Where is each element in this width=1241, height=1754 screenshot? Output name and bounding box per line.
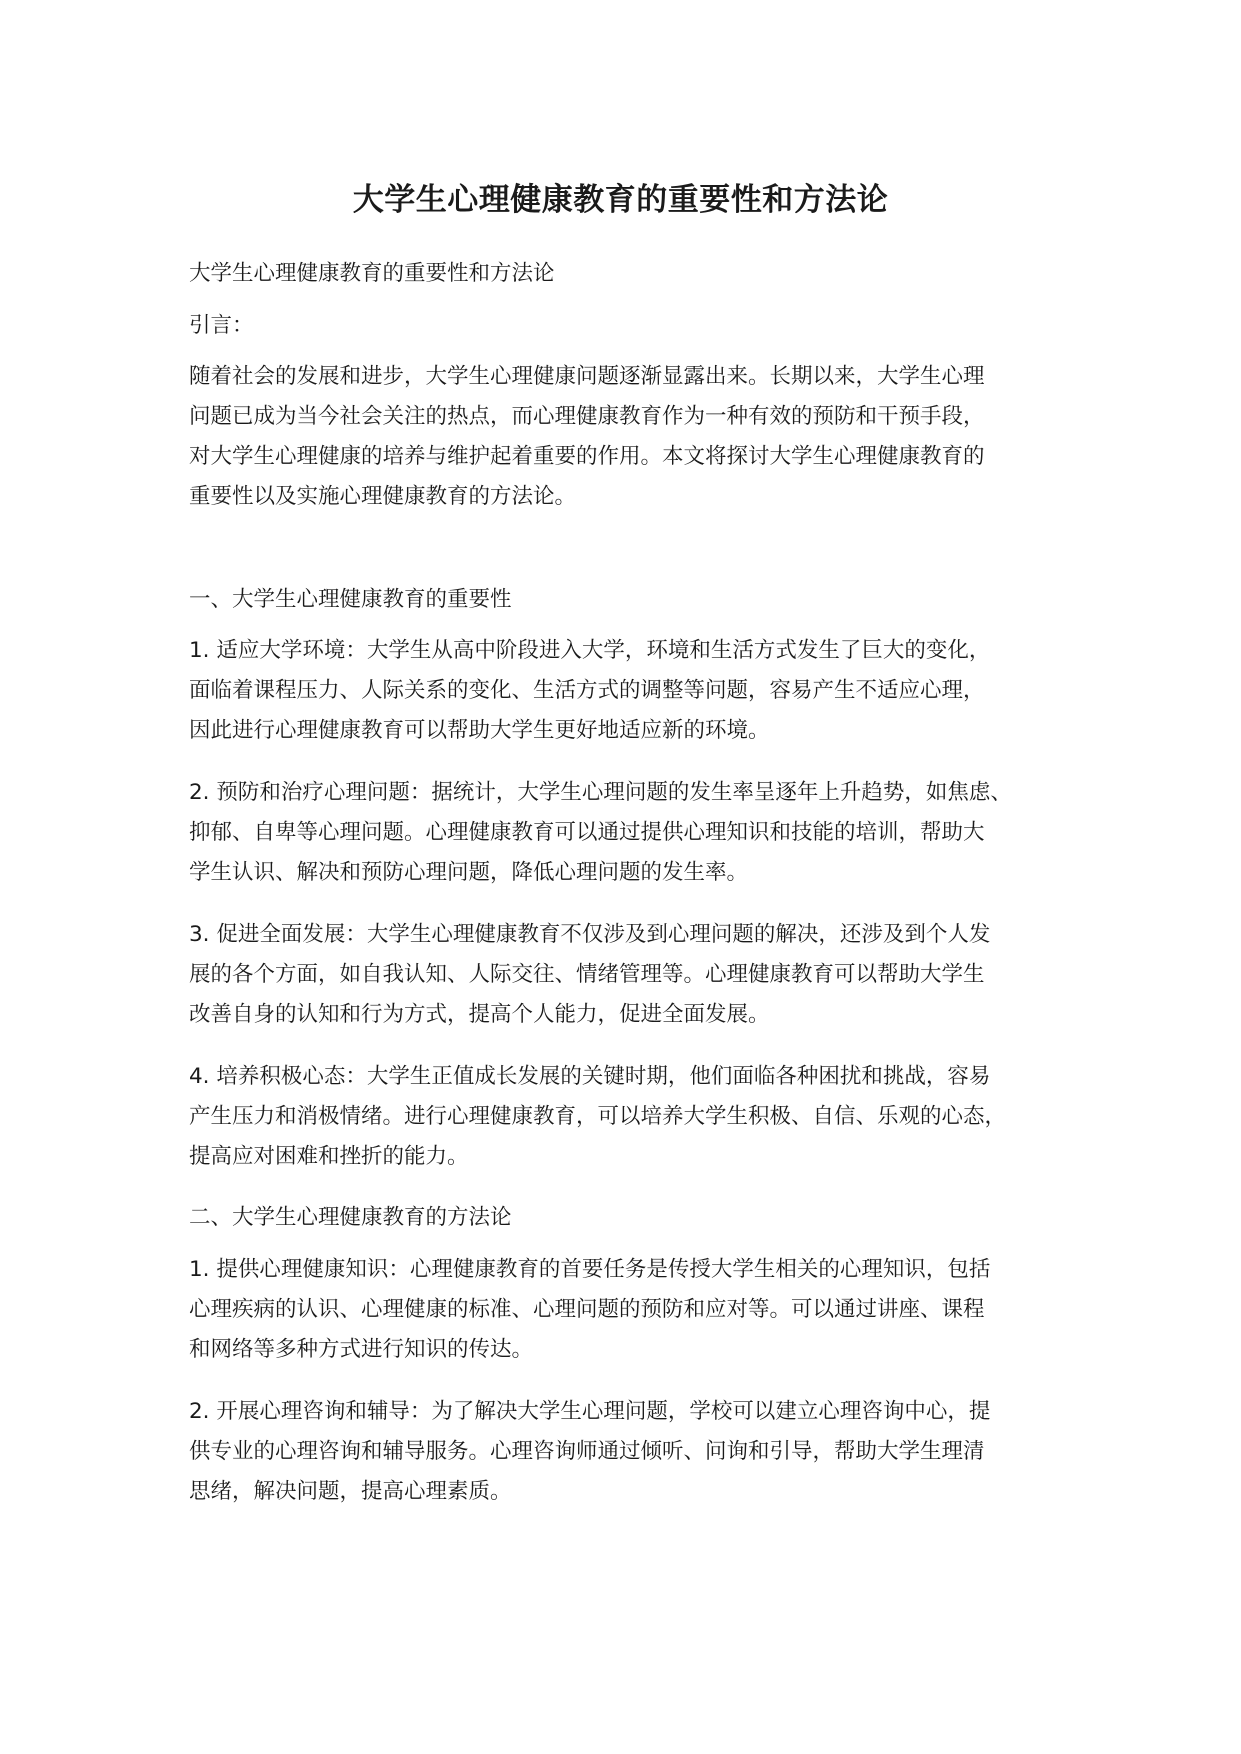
paragraph-line: 展的各个方面，如自我认知、人际交往、情绪管理等。心理健康教育可以帮助大学生 — [189, 962, 985, 987]
importance-item-4 — [189, 1057, 1006, 1177]
paragraph-line: 供专业的心理咨询和辅导服务。心理咨询师通过倾听、问询和引导，帮助大学生理清 — [189, 1439, 985, 1464]
section-heading-methodology: 二、大学生心理健康教育的方法论 — [189, 1205, 512, 1230]
paragraph-line: 抑郁、自卑等心理问题。心理健康教育可以通过提供心理知识和技能的培训，帮助大 — [189, 820, 985, 845]
paragraph-line: 提高应对困难和挫折的能力。 — [189, 1144, 469, 1169]
paragraph-line: 面临着课程压力、人际关系的变化、生活方式的调整等问题，容易产生不适应心理， — [189, 678, 985, 703]
paragraph-line: 改善自身的认知和行为方式，提高个人能力，促进全面发展。 — [189, 1002, 770, 1027]
intro-heading: 引言： — [189, 313, 254, 338]
paragraph-line: 4. 培养积极心态：大学生正值成长发展的关键时期，他们面临各种困扰和挑战，容易 — [189, 1064, 991, 1089]
paragraph-line: 和网络等多种方式进行知识的传达。 — [189, 1337, 534, 1362]
document-title: 大学生心理健康教育的重要性和方法论 — [352, 182, 889, 218]
paragraph-line: 因此进行心理健康教育可以帮助大学生更好地适应新的环境。 — [189, 718, 770, 743]
intro-line: 随着社会的发展和进步，大学生心理健康问题逐渐显露出来。长期以来，大学生心理 — [189, 364, 985, 389]
paragraph-line: 学生认识、解决和预防心理问题，降低心理问题的发生率。 — [189, 860, 749, 885]
intro-line: 问题已成为当今社会关注的热点，而心理健康教育作为一种有效的预防和干预手段， — [189, 404, 985, 429]
paragraph-line: 1. 适应大学环境：大学生从高中阶段进入大学，环境和生活方式发生了巨大的变化， — [189, 638, 991, 663]
intro-line: 对大学生心理健康的培养与维护起着重要的作用。本文将探讨大学生心理健康教育的 — [189, 444, 985, 469]
methodology-item-1 — [189, 1250, 990, 1370]
paragraph-line: 2. 预防和治疗心理问题：据统计，大学生心理问题的发生率呈逐年上升趋势，如焦虑、 — [189, 780, 1012, 805]
intro-paragraph — [189, 357, 985, 517]
paragraph-line: 3. 促进全面发展：大学生心理健康教育不仅涉及到心理问题的解决，还涉及到个人发 — [189, 922, 991, 947]
document-subtitle: 大学生心理健康教育的重要性和方法论 — [189, 261, 555, 286]
importance-item-1 — [189, 631, 990, 751]
paragraph-line: 心理疾病的认识、心理健康的标准、心理问题的预防和应对等。可以通过讲座、课程 — [189, 1297, 985, 1322]
methodology-item-2 — [189, 1392, 990, 1512]
importance-item-3 — [189, 915, 990, 1035]
section-heading-importance: 一、大学生心理健康教育的重要性 — [189, 587, 512, 612]
importance-item-2 — [189, 773, 1012, 893]
paragraph-line: 产生压力和消极情绪。进行心理健康教育，可以培养大学生积极、自信、乐观的心态， — [189, 1104, 1007, 1129]
paragraph-line: 思绪，解决问题，提高心理素质。 — [189, 1479, 512, 1504]
paragraph-line: 1. 提供心理健康知识：心理健康教育的首要任务是传授大学生相关的心理知识，包括 — [189, 1257, 991, 1282]
intro-line: 重要性以及实施心理健康教育的方法论。 — [189, 484, 577, 509]
paragraph-line: 2. 开展心理咨询和辅导：为了解决大学生心理问题，学校可以建立心理咨询中心，提 — [189, 1399, 991, 1424]
